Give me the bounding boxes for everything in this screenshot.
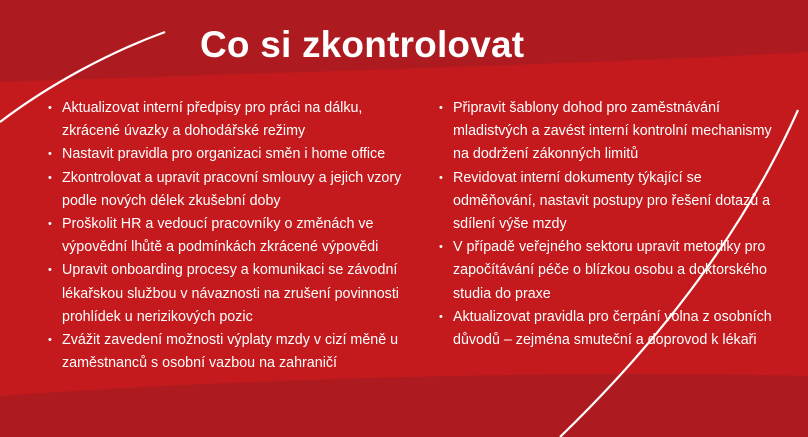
list-item: • Nastavit pravidla pro organizaci směn i home office <box>46 143 406 166</box>
checklist-right <box>437 97 787 352</box>
bottom-band <box>0 374 808 437</box>
list-item: • Zvážit zavedení možnosti výplaty mzdy v cizí měně u zaměstnanců s osobní vazbou na zahraničí <box>46 329 406 375</box>
list-item: • Aktualizovat pravidla pro čerpání volna z osobních důvodů – zejména smuteční a doprovod k lékaři <box>437 306 787 352</box>
list-item: • Zkontrolovat a upravit pracovní smlouvy a jejich vzory podle nových délek zkušební doby <box>46 167 406 213</box>
checklist-left <box>46 97 406 375</box>
list-item: • Připravit šablony dohod pro zaměstnávání mladistvých a zavést interní kontrolní mechanismy na dodržení zákonných limitů <box>437 97 787 167</box>
list-item: • Aktualizovat interní předpisy pro práci na dálku, zkrácené úvazky a dohodářské režimy <box>46 97 406 143</box>
list-item: • Proškolit HR a vedoucí pracovníky o změnách ve výpovědní lhůtě a podmínkách zkrácené výpovědi <box>46 213 406 259</box>
list-item: • V případě veřejného sektoru upravit metodiky pro započítávání péče o blízkou osobu a doktorského studia do praxe <box>437 236 787 306</box>
list-item: • Revidovat interní dokumenty týkající se odměňování, nastavit postupy pro řešení dotazů a sdílení výše mzdy <box>437 167 787 237</box>
slide-title: Co si zkontrolovat <box>200 24 525 65</box>
list-item: • Upravit onboarding procesy a komunikaci se závodní lékařskou službou v návaznosti na zrušení povinnosti prohlídek u nerizikových pozic <box>46 259 406 329</box>
